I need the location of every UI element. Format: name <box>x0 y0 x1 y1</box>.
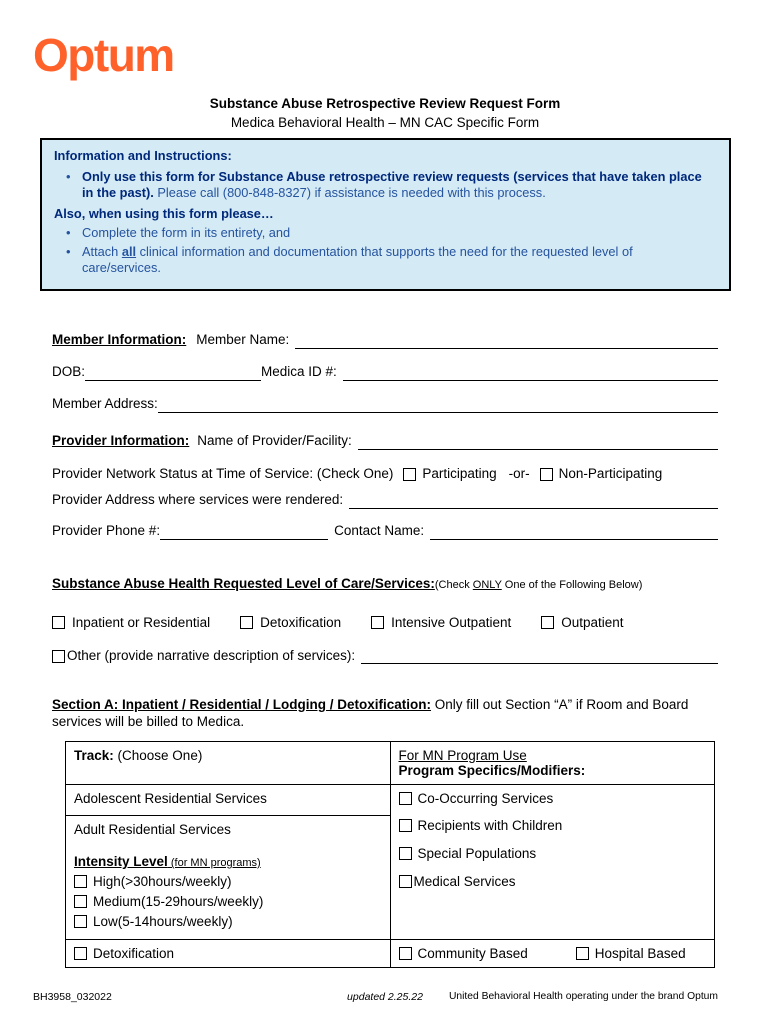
detox-track-label: Detoxification <box>93 946 175 961</box>
footer-brand-text: United Behavioral Health operating under the brand Optum <box>448 991 718 1002</box>
provider-phone-label: Provider Phone #: <box>52 523 161 538</box>
co-occurring-label: Co-Occurring Services <box>417 791 554 806</box>
network-status-line <box>52 465 718 483</box>
instruction-bullet-3-emph: all <box>121 244 137 259</box>
intensity-low-label: Low(5-14hours/weekly) <box>93 914 233 929</box>
other-checkbox[interactable] <box>52 650 65 663</box>
other-description-field[interactable] <box>361 649 718 664</box>
track-header-cell <box>66 742 391 785</box>
instruction-bullet-2-label: Complete the form in its entirety, and <box>82 225 291 240</box>
other-option-line <box>52 647 718 665</box>
mn-program-use-label: For MN Program Use <box>398 748 527 763</box>
intensity-level-note: (for MN programs) <box>167 857 261 869</box>
modifier-co-occurring <box>399 791 707 806</box>
table-row <box>66 785 715 816</box>
option-outpatient <box>541 615 623 630</box>
mn-program-header-cell <box>390 742 715 785</box>
contact-name-label: Contact Name: <box>334 523 425 538</box>
modifier-recipients <box>399 818 707 833</box>
community-based-label: Community Based <box>417 946 528 961</box>
level-of-care-note <box>435 579 643 591</box>
provider-phone-field[interactable] <box>160 523 328 540</box>
intensity-medium-checkbox[interactable] <box>74 895 87 908</box>
instructions-also-line: Also, when using this form please… <box>54 206 274 221</box>
modifiers-cell <box>390 785 715 940</box>
intensity-low <box>74 914 382 929</box>
table-bottom-row <box>66 940 715 968</box>
medica-id-label: Medica ID #: <box>261 364 337 379</box>
level-of-care-title: Substance Abuse Health Requested Level of Care/Services: <box>52 576 435 591</box>
community-based-checkbox[interactable] <box>399 947 412 960</box>
instruction-bullet-2-text <box>82 225 290 241</box>
member-name-line <box>52 331 718 349</box>
hospital-based-label: Hospital Based <box>594 946 686 961</box>
detoxification-label: Detoxification <box>260 615 342 630</box>
optum-logo: Optum <box>33 29 174 81</box>
hospital-based-option <box>576 946 686 961</box>
intensity-level-heading <box>74 854 382 869</box>
outpatient-checkbox[interactable] <box>541 616 554 629</box>
or-label: -or- <box>508 466 530 481</box>
intensity-medium <box>74 894 382 909</box>
section-a-heading <box>52 696 718 730</box>
instruction-bullet-2 <box>66 225 715 241</box>
member-name-field[interactable] <box>295 332 718 349</box>
provider-facility-line <box>52 432 718 450</box>
detox-track-checkbox[interactable] <box>74 947 87 960</box>
provider-section-label: Provider Information: <box>52 433 190 448</box>
member-address-line <box>52 395 718 413</box>
adult-services-cell <box>66 816 391 940</box>
form-title: Substance Abuse Retrospective Review Request Form <box>209 96 561 111</box>
provider-phone-line <box>52 522 718 540</box>
detoxification-checkbox[interactable] <box>240 616 253 629</box>
level-of-care-options <box>52 615 718 630</box>
adult-services-label: Adult Residential Services <box>74 822 231 837</box>
track-label: Track: <box>74 748 114 763</box>
intensive-outpatient-label: Intensive Outpatient <box>391 615 512 630</box>
section-a-description: Only fill out Section “A” if Room and Board services will be billed to Medica. <box>52 697 689 729</box>
instruction-bullet-3-text <box>82 244 715 276</box>
detox-track-cell <box>66 940 391 968</box>
dob-field[interactable] <box>85 364 261 381</box>
provider-information-section <box>52 432 718 540</box>
bullet-icon: • <box>66 244 71 259</box>
co-occurring-checkbox[interactable] <box>399 792 412 805</box>
form-subtitle: Medica Behavioral Health – MN CAC Specific Form <box>230 115 540 130</box>
inpatient-label: Inpatient or Residential <box>72 615 211 630</box>
section-a-table <box>65 741 715 968</box>
level-of-care-heading <box>52 575 718 594</box>
provider-address-label: Provider Address where services were rendered: <box>52 492 344 507</box>
note-post: One of the Following Below) <box>501 579 643 591</box>
outpatient-label: Outpatient <box>561 615 624 630</box>
note-pre: (Check <box>434 579 473 591</box>
option-inpatient <box>52 615 210 630</box>
intensive-outpatient-checkbox[interactable] <box>371 616 384 629</box>
member-address-field[interactable] <box>158 396 718 413</box>
track-note: (Choose One) <box>113 748 203 763</box>
medical-services-checkbox[interactable] <box>399 875 412 888</box>
program-modifiers-label: Program Specifics/Modifiers: <box>398 763 586 778</box>
intensity-high <box>74 874 382 889</box>
member-section-label: Member Information: <box>52 332 187 347</box>
special-populations-label: Special Populations <box>417 846 537 861</box>
participating-checkbox[interactable] <box>403 468 416 481</box>
intensity-level-label: Intensity Level <box>74 854 168 869</box>
participating-label: Participating <box>422 466 497 481</box>
inpatient-checkbox[interactable] <box>52 616 65 629</box>
modifier-special-populations <box>399 846 707 861</box>
bullet-icon: • <box>66 169 71 184</box>
provider-facility-label: Name of Provider/Facility: <box>197 433 352 448</box>
option-detox <box>240 615 341 630</box>
non-participating-label: Non-Participating <box>558 466 663 481</box>
note-emph: ONLY <box>472 579 502 591</box>
setting-cell <box>390 940 715 968</box>
hospital-based-checkbox[interactable] <box>576 947 589 960</box>
provider-address-line <box>52 491 718 509</box>
non-participating-checkbox[interactable] <box>540 468 553 481</box>
option-iop <box>371 615 511 630</box>
bullet-icon: • <box>66 225 71 240</box>
table-header-row <box>66 742 715 785</box>
intensity-low-checkbox[interactable] <box>74 915 87 928</box>
provider-facility-field[interactable] <box>358 433 718 450</box>
provider-address-field[interactable] <box>349 492 718 509</box>
instruction-bullet-3-post: clinical information and documentation that supports the need for the requested level of care/services. <box>82 244 633 275</box>
section-a-title: Section A: Inpatient / Residential / Lodging / Detoxification: <box>52 697 432 712</box>
intensity-high-label: High(>30hours/weekly) <box>93 874 232 889</box>
contact-name-field[interactable] <box>430 523 718 540</box>
recipients-children-checkbox[interactable] <box>399 819 412 832</box>
member-address-label: Member Address: <box>52 396 158 411</box>
adolescent-services-label: Adolescent Residential Services <box>74 791 267 806</box>
special-populations-checkbox[interactable] <box>399 847 412 860</box>
instruction-bullet-1-bold: Only use this form for Substance Abuse retrospective review requests (services that have taken place in the past). <box>82 169 702 200</box>
recipients-children-label: Recipients with Children <box>417 818 563 833</box>
adolescent-services-cell <box>66 785 391 816</box>
instruction-bullet-1 <box>66 169 715 201</box>
intensity-medium-label: Medium(15-29hours/weekly) <box>93 894 264 909</box>
instruction-bullet-1-regular: Please call (800-848-8327) if assistance is needed with this process. <box>153 185 546 200</box>
intensity-high-checkbox[interactable] <box>74 875 87 888</box>
dob-line <box>52 363 718 381</box>
instruction-bullet-3 <box>66 244 715 276</box>
member-information-section <box>52 331 718 413</box>
modifier-medical-services <box>399 874 707 889</box>
dob-label: DOB: <box>52 364 86 379</box>
community-based-option <box>399 946 528 961</box>
network-status-label: Provider Network Status at Time of Service: (Check One) <box>52 466 394 481</box>
instructions-box <box>40 138 731 291</box>
instruction-bullet-3-pre: Attach <box>82 244 122 259</box>
page-footer <box>0 991 770 1005</box>
footer-updated-date: updated 2.25.22 <box>347 991 423 1003</box>
instructions-heading: Information and Instructions: <box>54 148 232 163</box>
medica-id-field[interactable] <box>343 364 718 381</box>
instruction-bullet-1-text <box>82 169 715 201</box>
other-label: Other (provide narrative description of services): <box>67 648 356 663</box>
detox-track-option <box>74 946 382 961</box>
medical-services-label: Medical Services <box>413 874 516 889</box>
footer-form-number: BH3958_032022 <box>33 991 112 1003</box>
member-name-label: Member Name: <box>196 332 290 347</box>
